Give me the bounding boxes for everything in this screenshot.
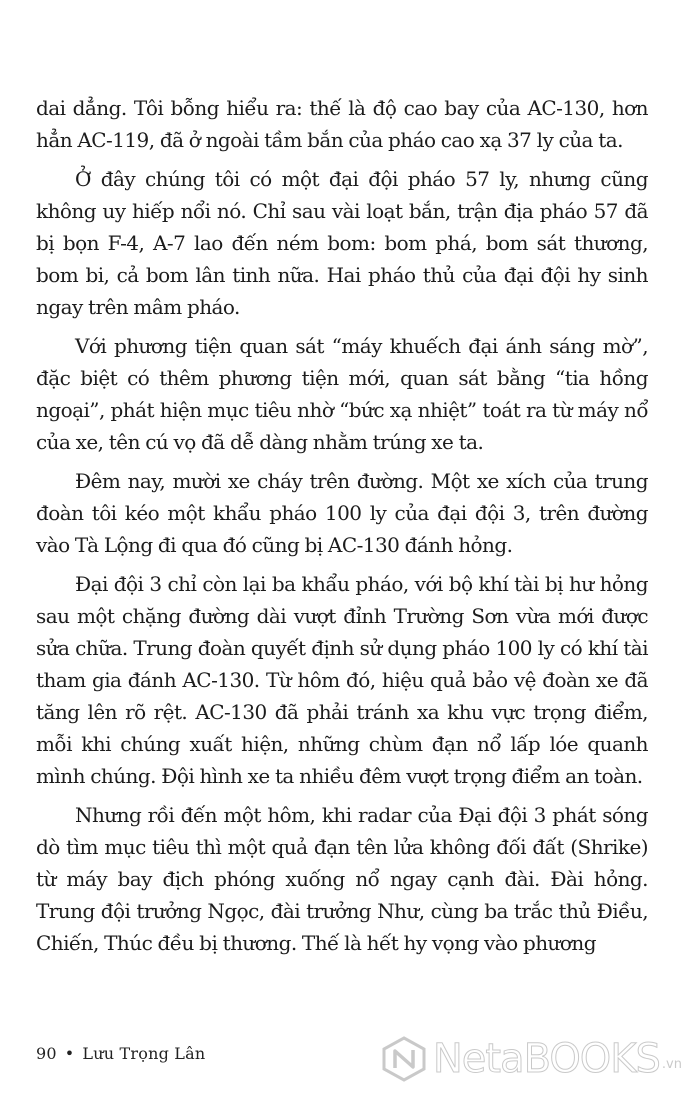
author-name: Lưu Trọng Lân — [82, 1044, 206, 1063]
netabooks-logo-icon — [381, 1036, 427, 1082]
paragraph-6: Nhưng rồi đến một hôm, khi radar của Đại đội 3 phát sóng dò tìm mục tiêu thì một quả đạn tên lửa không đối đất (Shrike) từ máy bay địch phóng xuống nổ ngay cạnh đài. Đài hỏng. Trung đội trưởng Ngọc, đài trưởng Như, cùng ba trắc thủ Điều, Chiến, Thúc đều bị thương. Thế là hết hy vọng vào phương — [36, 803, 648, 955]
paragraph-4: Đêm nay, mười xe cháy trên đường. Một xe xích của trung đoàn tôi kéo một khẩu pháo 100 ly của đại đội 3, trên đường vào Tà Lộng đi qua đó cũng bị AC-130 đánh hỏng. — [36, 469, 648, 557]
paragraph-5: Đại đội 3 chỉ còn lại ba khẩu pháo, với bộ khí tài bị hư hỏng sau một chặng đường dài vượt đỉnh Trường Sơn vừa mới được sửa chữa. Trung đoàn quyết định sử dụng pháo 100 ly có khí tài tham gia đánh AC-130. Từ hôm đó, hiệu quả bảo vệ đoàn xe đã tăng lên rõ rệt. AC-130 đã phải tránh xa khu vực trọng điểm, mỗi khi chúng xuất hiện, những chùm đạn nổ lấp lóe quanh mình chúng. Đội hình xe ta nhiều đêm vượt trọng điểm an toàn. — [36, 572, 648, 788]
watermark-text: NetaBOOKS — [432, 1036, 660, 1082]
page-number: 90 — [36, 1044, 57, 1063]
page-footer — [36, 1044, 205, 1063]
page-body — [36, 92, 648, 966]
paragraph-1: dai dẳng. Tôi bỗng hiểu ra: thế là độ cao bay của AC-130, hơn hẳn AC-119, đã ở ngoài tầm bắn của pháo cao xạ 37 ly của ta. — [36, 96, 648, 152]
paragraph-2: Ở đây chúng tôi có một đại đội pháo 57 ly, nhưng cũng không uy hiếp nổi nó. Chỉ sau vài loạt bắn, trận địa pháo 57 đã bị bọn F-4, A-7 lao đến ném bom: bom phá, bom sát thương, bom bi, cả bom lân tinh nữa. Hai pháo thủ của đại đội hy sinh ngay trên mâm pháo. — [36, 167, 648, 319]
footer-separator: • — [64, 1044, 75, 1063]
paragraph-3: Với phương tiện quan sát “máy khuếch đại ánh sáng mờ”, đặc biệt có thêm phương tiện mới, quan sát bằng “tia hồng ngoại”, phát hiện mục tiêu nhờ “bức xạ nhiệt” toát ra từ máy nổ của xe, tên cú vọ đã dễ dàng nhằm trúng xe ta. — [36, 334, 648, 454]
netabooks-watermark — [381, 1036, 682, 1082]
watermark-suffix: .vn — [661, 1057, 682, 1072]
